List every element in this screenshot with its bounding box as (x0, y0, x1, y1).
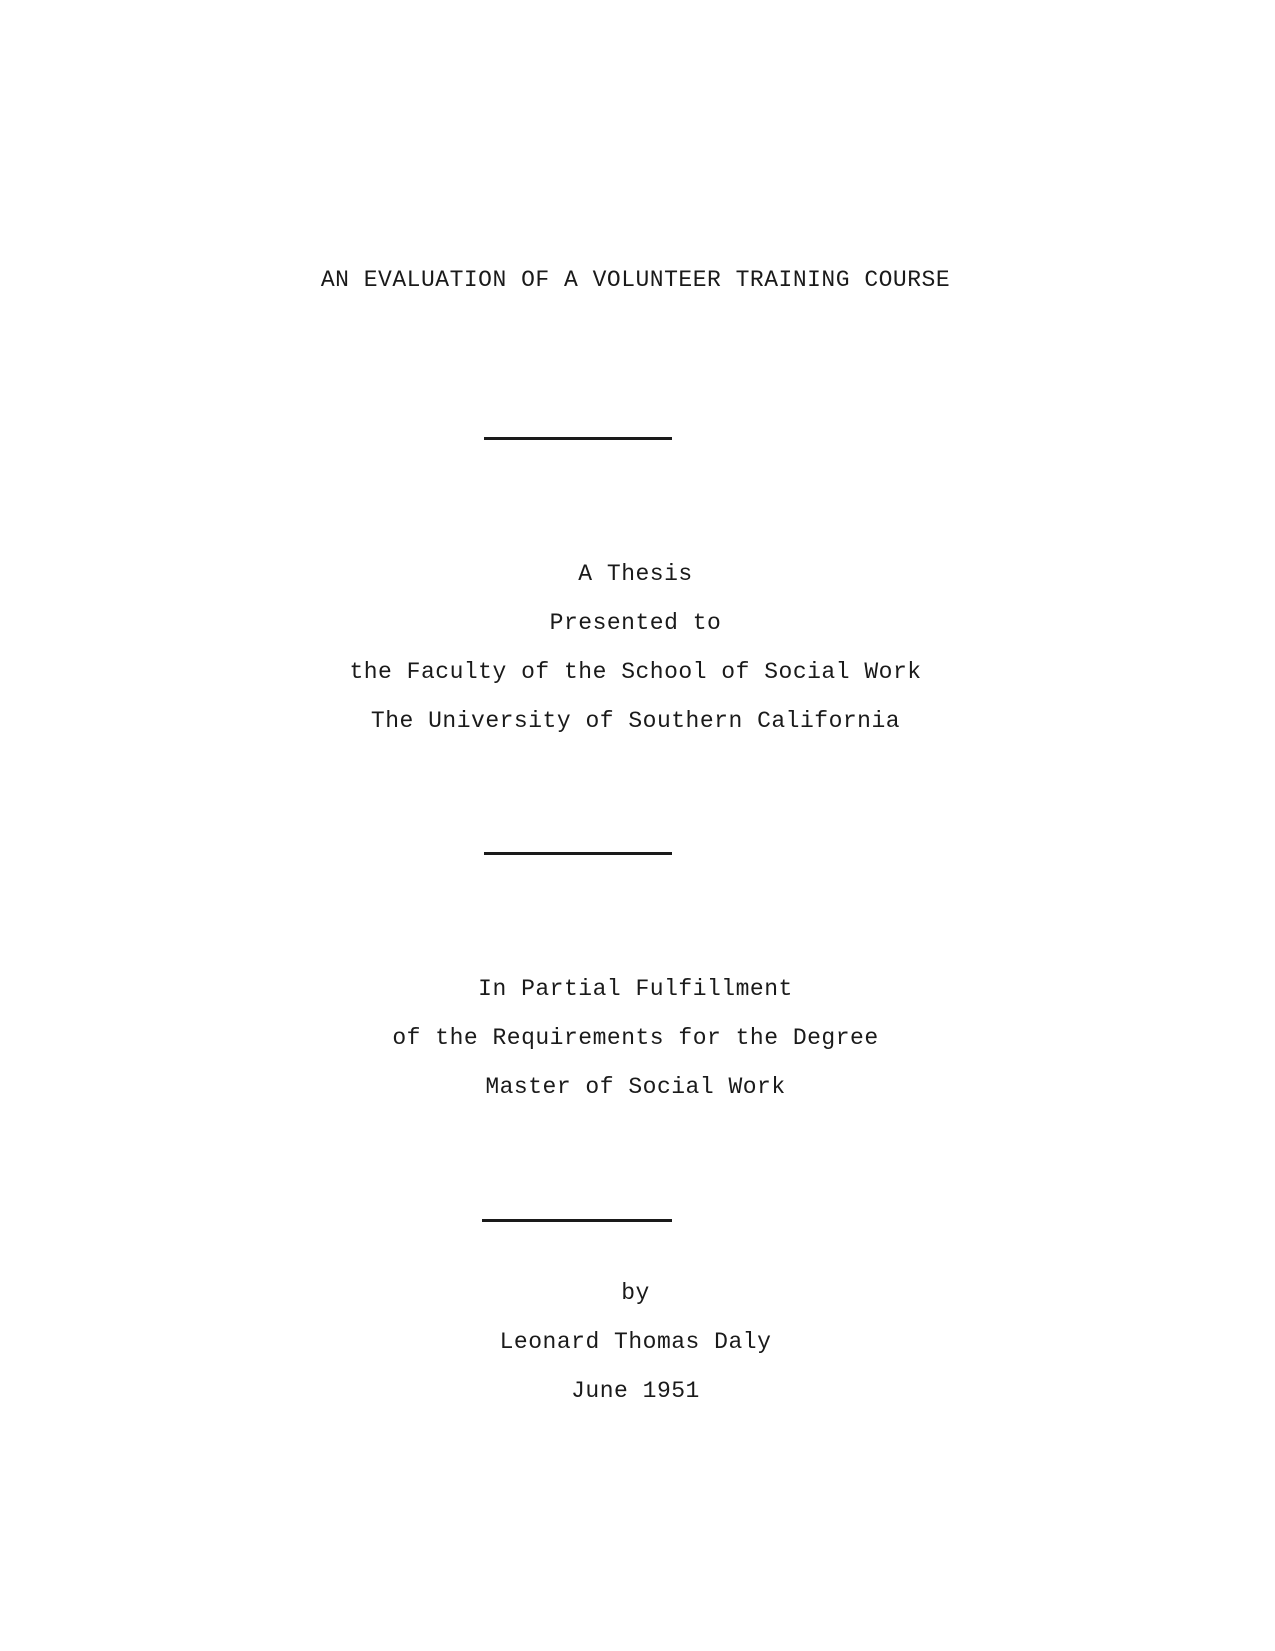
by-label: by (621, 1280, 650, 1306)
presented-to: Presented to (549, 610, 722, 636)
author-name: Leonard Thomas Daly (499, 1329, 772, 1355)
divider-2 (484, 852, 672, 855)
divider-1 (484, 437, 672, 440)
thesis-date: June 1951 (571, 1378, 700, 1404)
thesis-label: A Thesis (578, 561, 693, 587)
university-line: The University of Southern California (370, 708, 901, 734)
requirements-line: of the Requirements for the Degree (392, 1025, 879, 1051)
degree-line: Master of Social Work (485, 1074, 786, 1100)
fulfillment-line: In Partial Fulfillment (478, 976, 793, 1002)
divider-3 (482, 1219, 672, 1222)
thesis-title: AN EVALUATION OF A VOLUNTEER TRAINING COURSE (320, 267, 951, 293)
faculty-line: the Faculty of the School of Social Work (349, 659, 922, 685)
